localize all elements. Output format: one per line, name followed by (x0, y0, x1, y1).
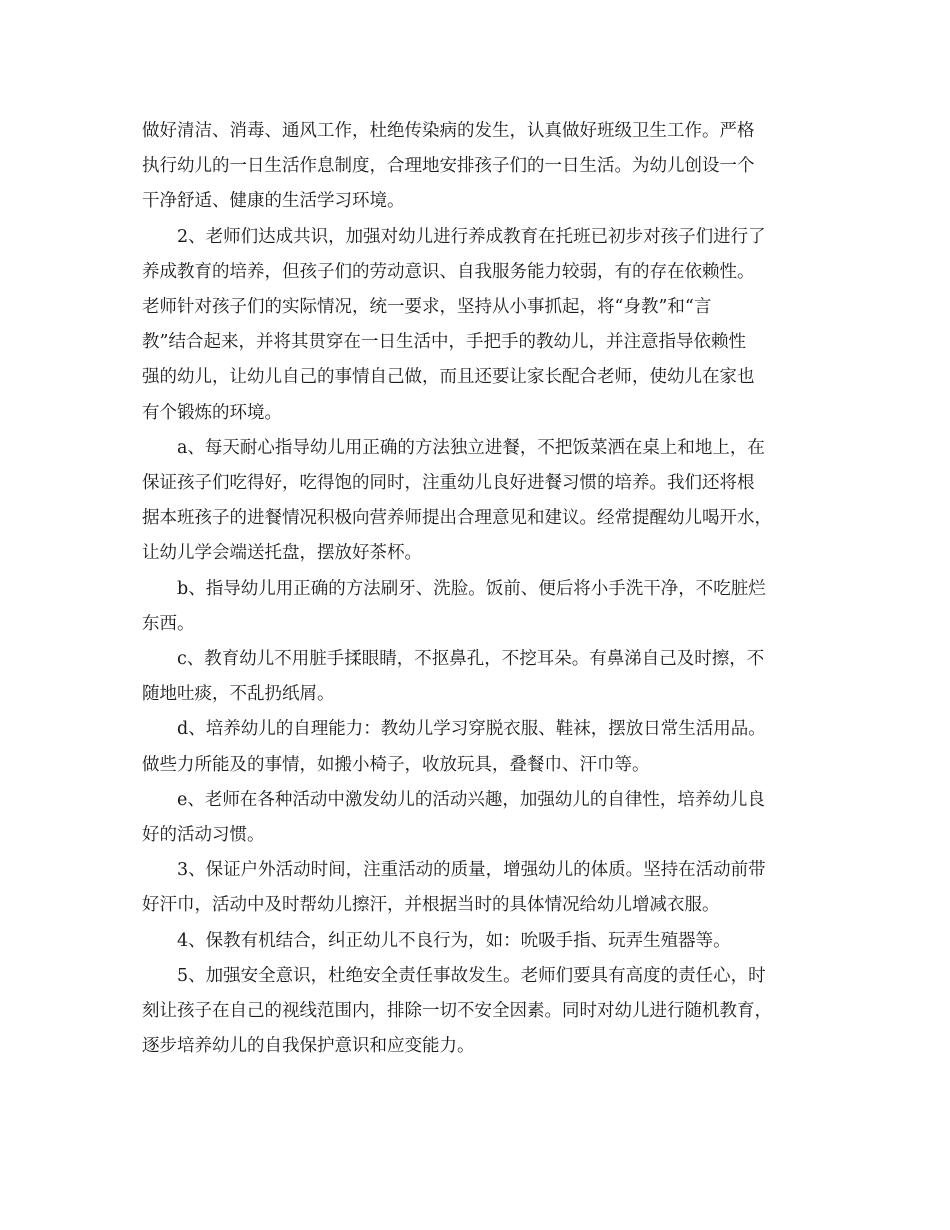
paragraph-item-3: 3、保证户外活动时间，注重活动的质量，增强幼儿的体质。坚持在活动前带 好汗巾，活动中及时帮幼儿擦汗，并根据当时的具体情况给幼儿增减衣服。 (142, 860, 766, 916)
paragraph-item-5: 5、加强安全意识，杜绝安全责任事故发生。老师们要具有高度的责任心，时 刻让孩子在自己的视线范围内，排除一切不安全因素。同时对幼儿进行随机教育， 逐步培养幼儿的自我保护意识和应变能力。 (142, 965, 772, 1057)
paragraph-item-2: 2、老师们达成共识，加强对幼儿进行养成教育在托班已初步对孩子们进行了 养成教育的培养，但孩子们的劳动意识、自我服务能力较弱，有的存在依赖性。 老师针对孩子们的实际情况，统一要求，坚持从小事抓起，将“身教”和“言 教”结合起来，并将其贯穿在一日生活中，手把手的教幼儿，并注意指导依赖性 强的幼儿，让幼儿自己的事情自己做，而且还要让家长配合老师，使幼儿在家也 有个锻炼的环境。 (142, 226, 766, 423)
paragraph-item-4: 4、保教有机结合，纠正幼儿不良行为，如：吮吸手指、玩弄生殖器等。 (177, 930, 731, 951)
document-body (142, 114, 807, 1064)
paragraph-continuation: 做好清洁、消毒、通风工作，杜绝传染病的发生，认真做好班级卫生工作。严格 执行幼儿的一日生活作息制度，合理地安排孩子们的一日生活。为幼儿创设一个 干净舒适、健康的生活学习环境。 (142, 121, 755, 212)
paragraph-item-c: c、教育幼儿不用脏手揉眼睛，不抠鼻孔，不挖耳朵。有鼻涕自己及时擦，不 随地吐痰，不乱扔纸屑。 (142, 649, 765, 705)
paragraph-item-b: b、指导幼儿用正确的方法刷牙、洗脸。饭前、便后将小手洗干净，不吃脏烂 东西。 (142, 578, 766, 634)
paragraph-item-a: a、每天耐心指导幼儿用正确的方法独立进餐，不把饭菜洒在桌上和地上，在 保证孩子们吃得好，吃得饱的同时，注重幼儿良好进餐习惯的培养。我们还将根 据本班孩子的进餐情况积极向营养师提出合理意见和建议。经常提醒幼儿喝开水， 让幼儿学会端送托盘，摆放好茶杯。 (142, 437, 772, 564)
paragraph-item-e: e、老师在各种活动中激发幼儿的活动兴趣，加强幼儿的自律性，培养幼儿良 好的活动习惯。 (142, 789, 765, 846)
paragraph-item-d: d、培养幼儿的自理能力：教幼儿学习穿脱衣服、鞋袜，摆放日常生活用品。 做些力所能及的事情，如搬小椅子，收放玩具，叠餐巾、汗巾等。 (142, 719, 766, 775)
